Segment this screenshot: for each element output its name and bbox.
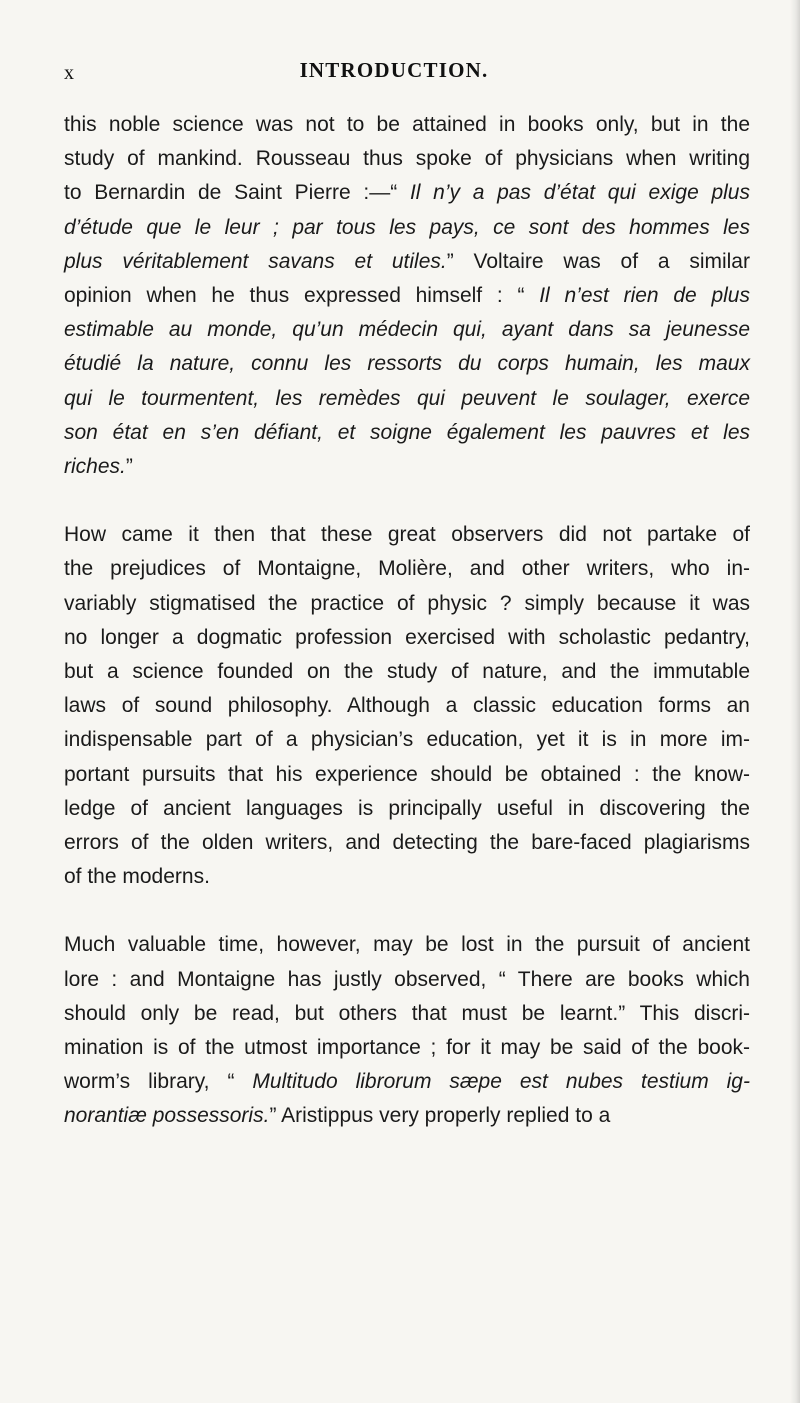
text-run: ” Aristippus very properly replied to a — [269, 1104, 611, 1128]
text-line — [64, 723, 750, 757]
paragraph — [64, 518, 750, 894]
text-line — [64, 279, 750, 313]
text-run: laws of sound philosophy. Although a classic education forms an — [64, 694, 750, 718]
page-header — [64, 58, 764, 88]
text-line — [64, 108, 750, 142]
text-run: the prejudices of Montaigne, Molière, and other writers, who in- — [64, 557, 750, 581]
italic-text: riches. — [64, 455, 126, 479]
italic-text: étudié la nature, connu les ressorts du corps humain, les maux — [64, 352, 750, 376]
text-run: errors of the olden writers, and detecting the bare-faced plagiarisms — [64, 831, 750, 855]
text-run: study of mankind. Rousseau thus spoke of physicians when writing — [64, 147, 750, 171]
page-edge-shadow — [790, 0, 800, 1403]
text-run: lore : and Montaigne has justly observed, “ There are books which — [64, 967, 750, 991]
text-line — [64, 963, 750, 997]
text-line — [64, 552, 750, 586]
text-line — [64, 792, 750, 826]
page-number: x — [64, 62, 75, 84]
text-run: ” Voltaire was of a similar — [446, 249, 750, 273]
text-line — [64, 416, 750, 450]
running-head: INTRODUCTION. — [299, 58, 489, 82]
italic-text: plus véritablement savans et utiles. — [64, 249, 447, 273]
text-line — [64, 382, 750, 416]
text-line — [64, 347, 750, 381]
text-run: Much valuable time, however, may be lost in the pursuit of ancient — [64, 933, 750, 957]
text-run: portant pursuits that his experience should be obtained : the know- — [64, 762, 750, 786]
italic-text: norantiæ possessoris. — [64, 1104, 270, 1128]
paragraph — [64, 928, 750, 1133]
text-line — [64, 928, 750, 962]
text-line — [64, 1031, 750, 1065]
text-run: of the moderns. — [64, 865, 210, 889]
text-line — [64, 758, 750, 792]
text-line — [64, 860, 750, 894]
text-line — [64, 245, 750, 279]
text-run: indispensable part of a physician’s education, yet it is in more im- — [64, 728, 750, 752]
text-run: How came it then that these great observers did not partake of — [64, 523, 750, 547]
text-line — [64, 1099, 750, 1133]
text-line — [64, 1065, 750, 1099]
italic-text: Multitudo librorum sæpe est nubes testium ig- — [252, 1070, 750, 1094]
italic-text: son état en s’en défiant, et soigne également les pauvres et les — [64, 420, 750, 444]
italic-text: d’étude que le leur ; par tous les pays, ce sont des hommes les — [64, 215, 750, 239]
italic-text: estimable au monde, qu’un médecin qui, ayant dans sa jeunesse — [64, 318, 750, 342]
text-line — [64, 176, 750, 210]
text-run: but a science founded on the study of nature, and the immutable — [64, 660, 750, 684]
body-text — [64, 108, 750, 1134]
paragraph-gap — [64, 484, 750, 518]
paragraph-gap — [64, 894, 750, 928]
italic-text: Il n’est rien de plus — [539, 284, 750, 308]
text-run: should only be read, but others that must be learnt.” This discri- — [64, 1001, 750, 1025]
paragraph — [64, 108, 750, 484]
text-run: no longer a dogmatic profession exercised with scholastic pedantry, — [64, 625, 750, 649]
text-line — [64, 518, 750, 552]
text-line — [64, 313, 750, 347]
text-run: to Bernardin de Saint Pierre :—“ — [64, 181, 410, 205]
text-run: variably stigmatised the practice of physic ? simply because it was — [64, 591, 750, 615]
text-line — [64, 211, 750, 245]
italic-text: qui le tourmentent, les remèdes qui peuvent le soulager, exerce — [64, 386, 750, 410]
text-line — [64, 689, 750, 723]
text-line — [64, 997, 750, 1031]
text-line — [64, 826, 750, 860]
text-line — [64, 621, 750, 655]
text-line — [64, 450, 750, 484]
text-line — [64, 142, 750, 176]
text-run: worm’s library, “ — [64, 1070, 253, 1094]
text-run: opinion when he thus expressed himself : “ — [64, 284, 540, 308]
text-run: ” — [125, 455, 133, 479]
text-run: mination is of the utmost importance ; for it may be said of the book- — [64, 1036, 750, 1060]
text-run: ledge of ancient languages is principally useful in discovering the — [64, 796, 750, 820]
text-run: this noble science was not to be attained in books only, but in the — [64, 113, 750, 136]
text-line — [64, 655, 750, 689]
text-line — [64, 587, 750, 621]
italic-text: Il n’y a pas d’état qui exige plus — [409, 181, 750, 205]
